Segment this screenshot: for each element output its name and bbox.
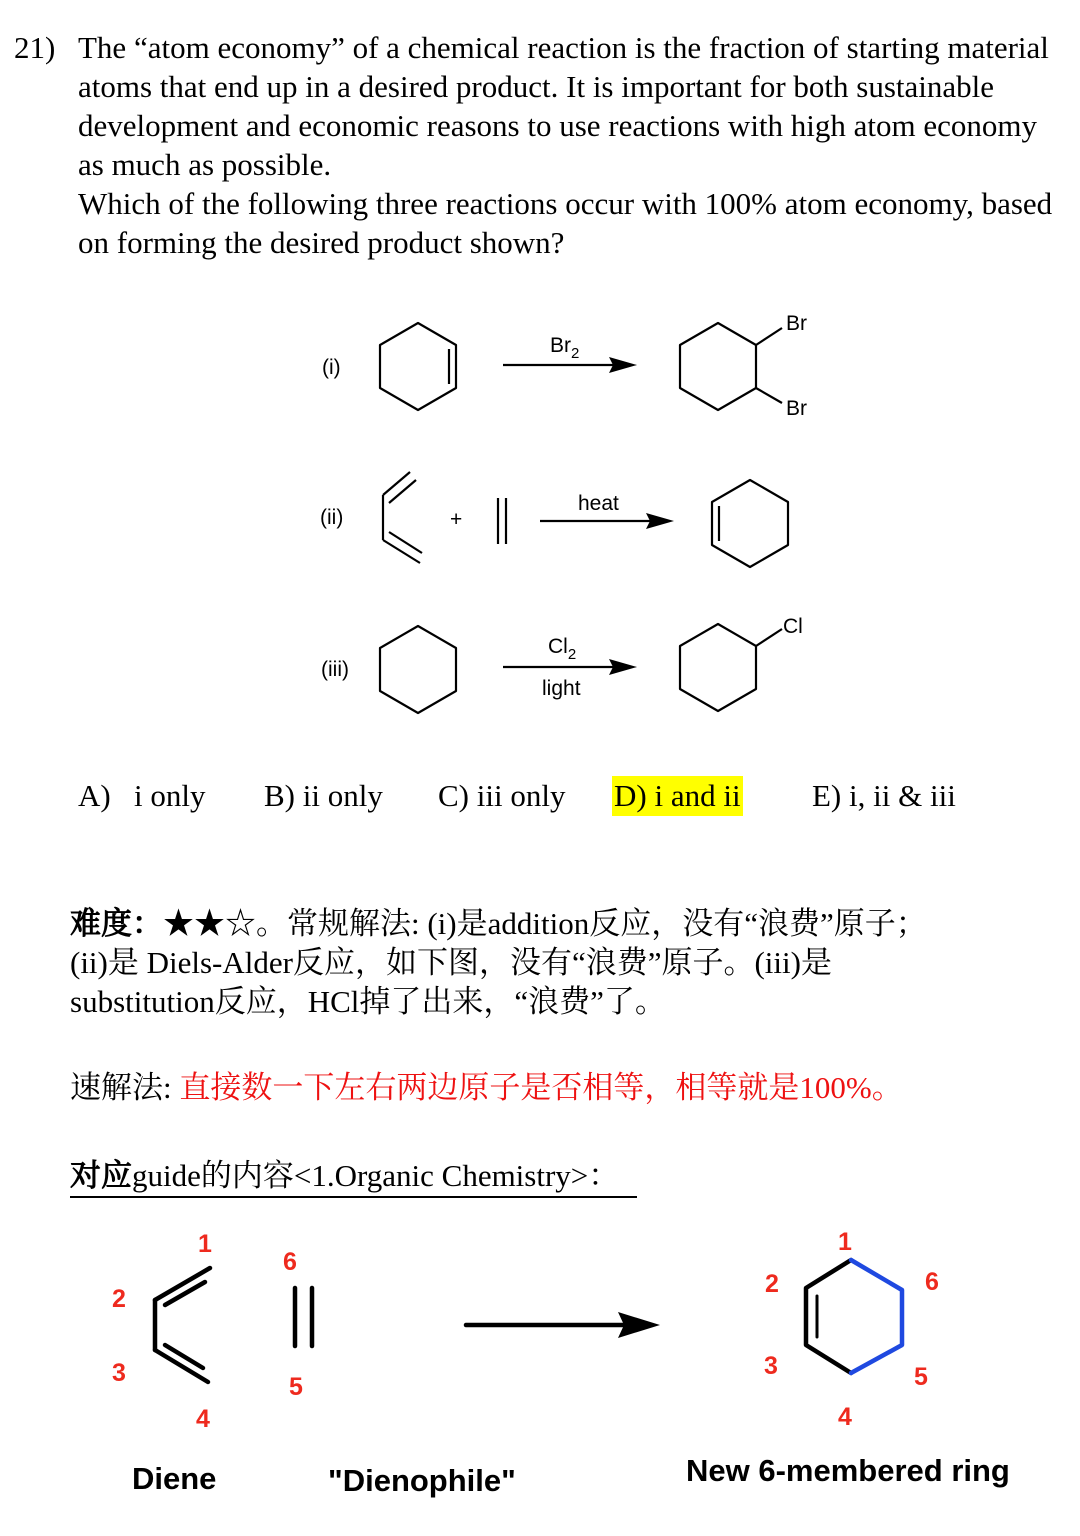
- ring-new-bonds: [851, 1260, 902, 1373]
- ring-old-bonds: [806, 1260, 851, 1373]
- diene-bond-c1-c2-double: [165, 1282, 205, 1305]
- reagent-cl2: $Cl_2$: [548, 635, 577, 663]
- ring-number-6: 6: [925, 1268, 939, 1296]
- diene-bond-c3-c4-double: [165, 1345, 203, 1368]
- diels-alder-arrowhead: [618, 1312, 660, 1338]
- fast-method-text: 直接数一下左右两边原子是否相等，相等就是100%。: [179, 1070, 903, 1105]
- dibromocyclohexane-ring: [680, 323, 756, 410]
- diene-number-1: 1: [198, 1230, 212, 1258]
- arrowhead-i: [609, 357, 637, 373]
- product-substituent-br-bottom: Br: [786, 397, 807, 420]
- arrowhead-ii: [646, 513, 674, 529]
- dienophile-label: "Dienophile": [328, 1463, 516, 1498]
- cyclohexene-ring: [380, 323, 456, 410]
- diene-number-3: 3: [112, 1359, 126, 1387]
- condition-heat: heat: [578, 492, 619, 515]
- butadiene-bond-1: [383, 472, 410, 495]
- fast-method-label: 速解法:: [70, 1070, 180, 1105]
- reaction-label-iii: (iii): [321, 658, 349, 681]
- explanation-line-2: (ii)是 Diels-Alder反应，如下图，没有“浪费”原子。(iii)是: [70, 945, 832, 980]
- ring-number-5: 5: [914, 1363, 928, 1391]
- br-bond-bottom: [756, 388, 782, 403]
- explanation-line-3: substitution反应，HCl掉了出来，“浪费”了。: [70, 984, 666, 1019]
- guide-label: 对应: [70, 1158, 132, 1193]
- plus-sign: +: [450, 508, 463, 531]
- question-number: 21): [14, 30, 56, 65]
- difficulty-stars: ★★☆: [163, 906, 256, 941]
- choice-d-highlighted[interactable]: D) i and ii: [612, 776, 743, 816]
- ring-number-1: 1: [838, 1228, 852, 1256]
- choice-e[interactable]: E) i, ii & iii: [812, 778, 956, 813]
- dienophile-number-6: 6: [283, 1248, 297, 1276]
- reaction-label-i: (i): [322, 356, 341, 379]
- dienophile-number-5: 5: [289, 1373, 303, 1401]
- butadiene-bond-1-double: [389, 480, 416, 503]
- diene-number-2: 2: [112, 1285, 126, 1313]
- explanation: [70, 904, 1060, 1021]
- reaction-label-ii: (ii): [320, 506, 344, 529]
- condition-light: light: [542, 677, 581, 700]
- guide-text: guide的内容<1.Organic Chemistry>：: [132, 1158, 620, 1193]
- cl-bond: [756, 629, 782, 646]
- choice-a[interactable]: A) i only: [78, 778, 206, 813]
- ring-number-2: 2: [765, 1270, 779, 1298]
- product-substituent-cl: Cl: [783, 615, 803, 638]
- arrowhead-iii: [609, 659, 637, 675]
- ring-number-3: 3: [764, 1352, 778, 1380]
- butadiene-bond-3: [383, 540, 420, 563]
- diene-number-4: 4: [196, 1405, 210, 1433]
- diene-label: Diene: [132, 1461, 217, 1496]
- fast-method: [70, 1068, 903, 1108]
- cyclohexane-ring: [380, 626, 456, 713]
- reactions-figure: [0, 0, 1080, 760]
- explanation-line-1: 难度：★★☆。常规解法: (i)是addition反应，没有“浪费”原子；: [70, 906, 927, 941]
- reagent-br2: $Br_2$: [550, 334, 580, 362]
- question-text: The “atom economy” of a chemical reaction is the fraction of starting material atoms that end up in a desired product. It is important for both sustainable development and economic reasons to use reactions with high atom economy as much as possible.: [78, 30, 1049, 182]
- guide-reference: [70, 1156, 637, 1198]
- chlorocyclohexane-ring: [680, 624, 756, 711]
- difficulty-label: 难度：: [70, 906, 163, 941]
- ring-number-4: 4: [838, 1403, 852, 1431]
- product-substituent-br-top: Br: [786, 312, 807, 335]
- choice-b[interactable]: B) ii only: [264, 778, 383, 813]
- choice-c[interactable]: C) iii only: [438, 778, 566, 813]
- br-bond-top: [756, 328, 782, 345]
- butadiene-bond-3-double: [389, 532, 422, 553]
- diels-alder-diagram: [0, 1216, 1080, 1536]
- diels-alder-product-ring: [712, 480, 788, 567]
- question-prompt: Which of the following three reactions occur with 100% atom economy, based on forming the desired product shown?: [78, 186, 1053, 260]
- ring-label: New 6-membered ring: [686, 1453, 1010, 1488]
